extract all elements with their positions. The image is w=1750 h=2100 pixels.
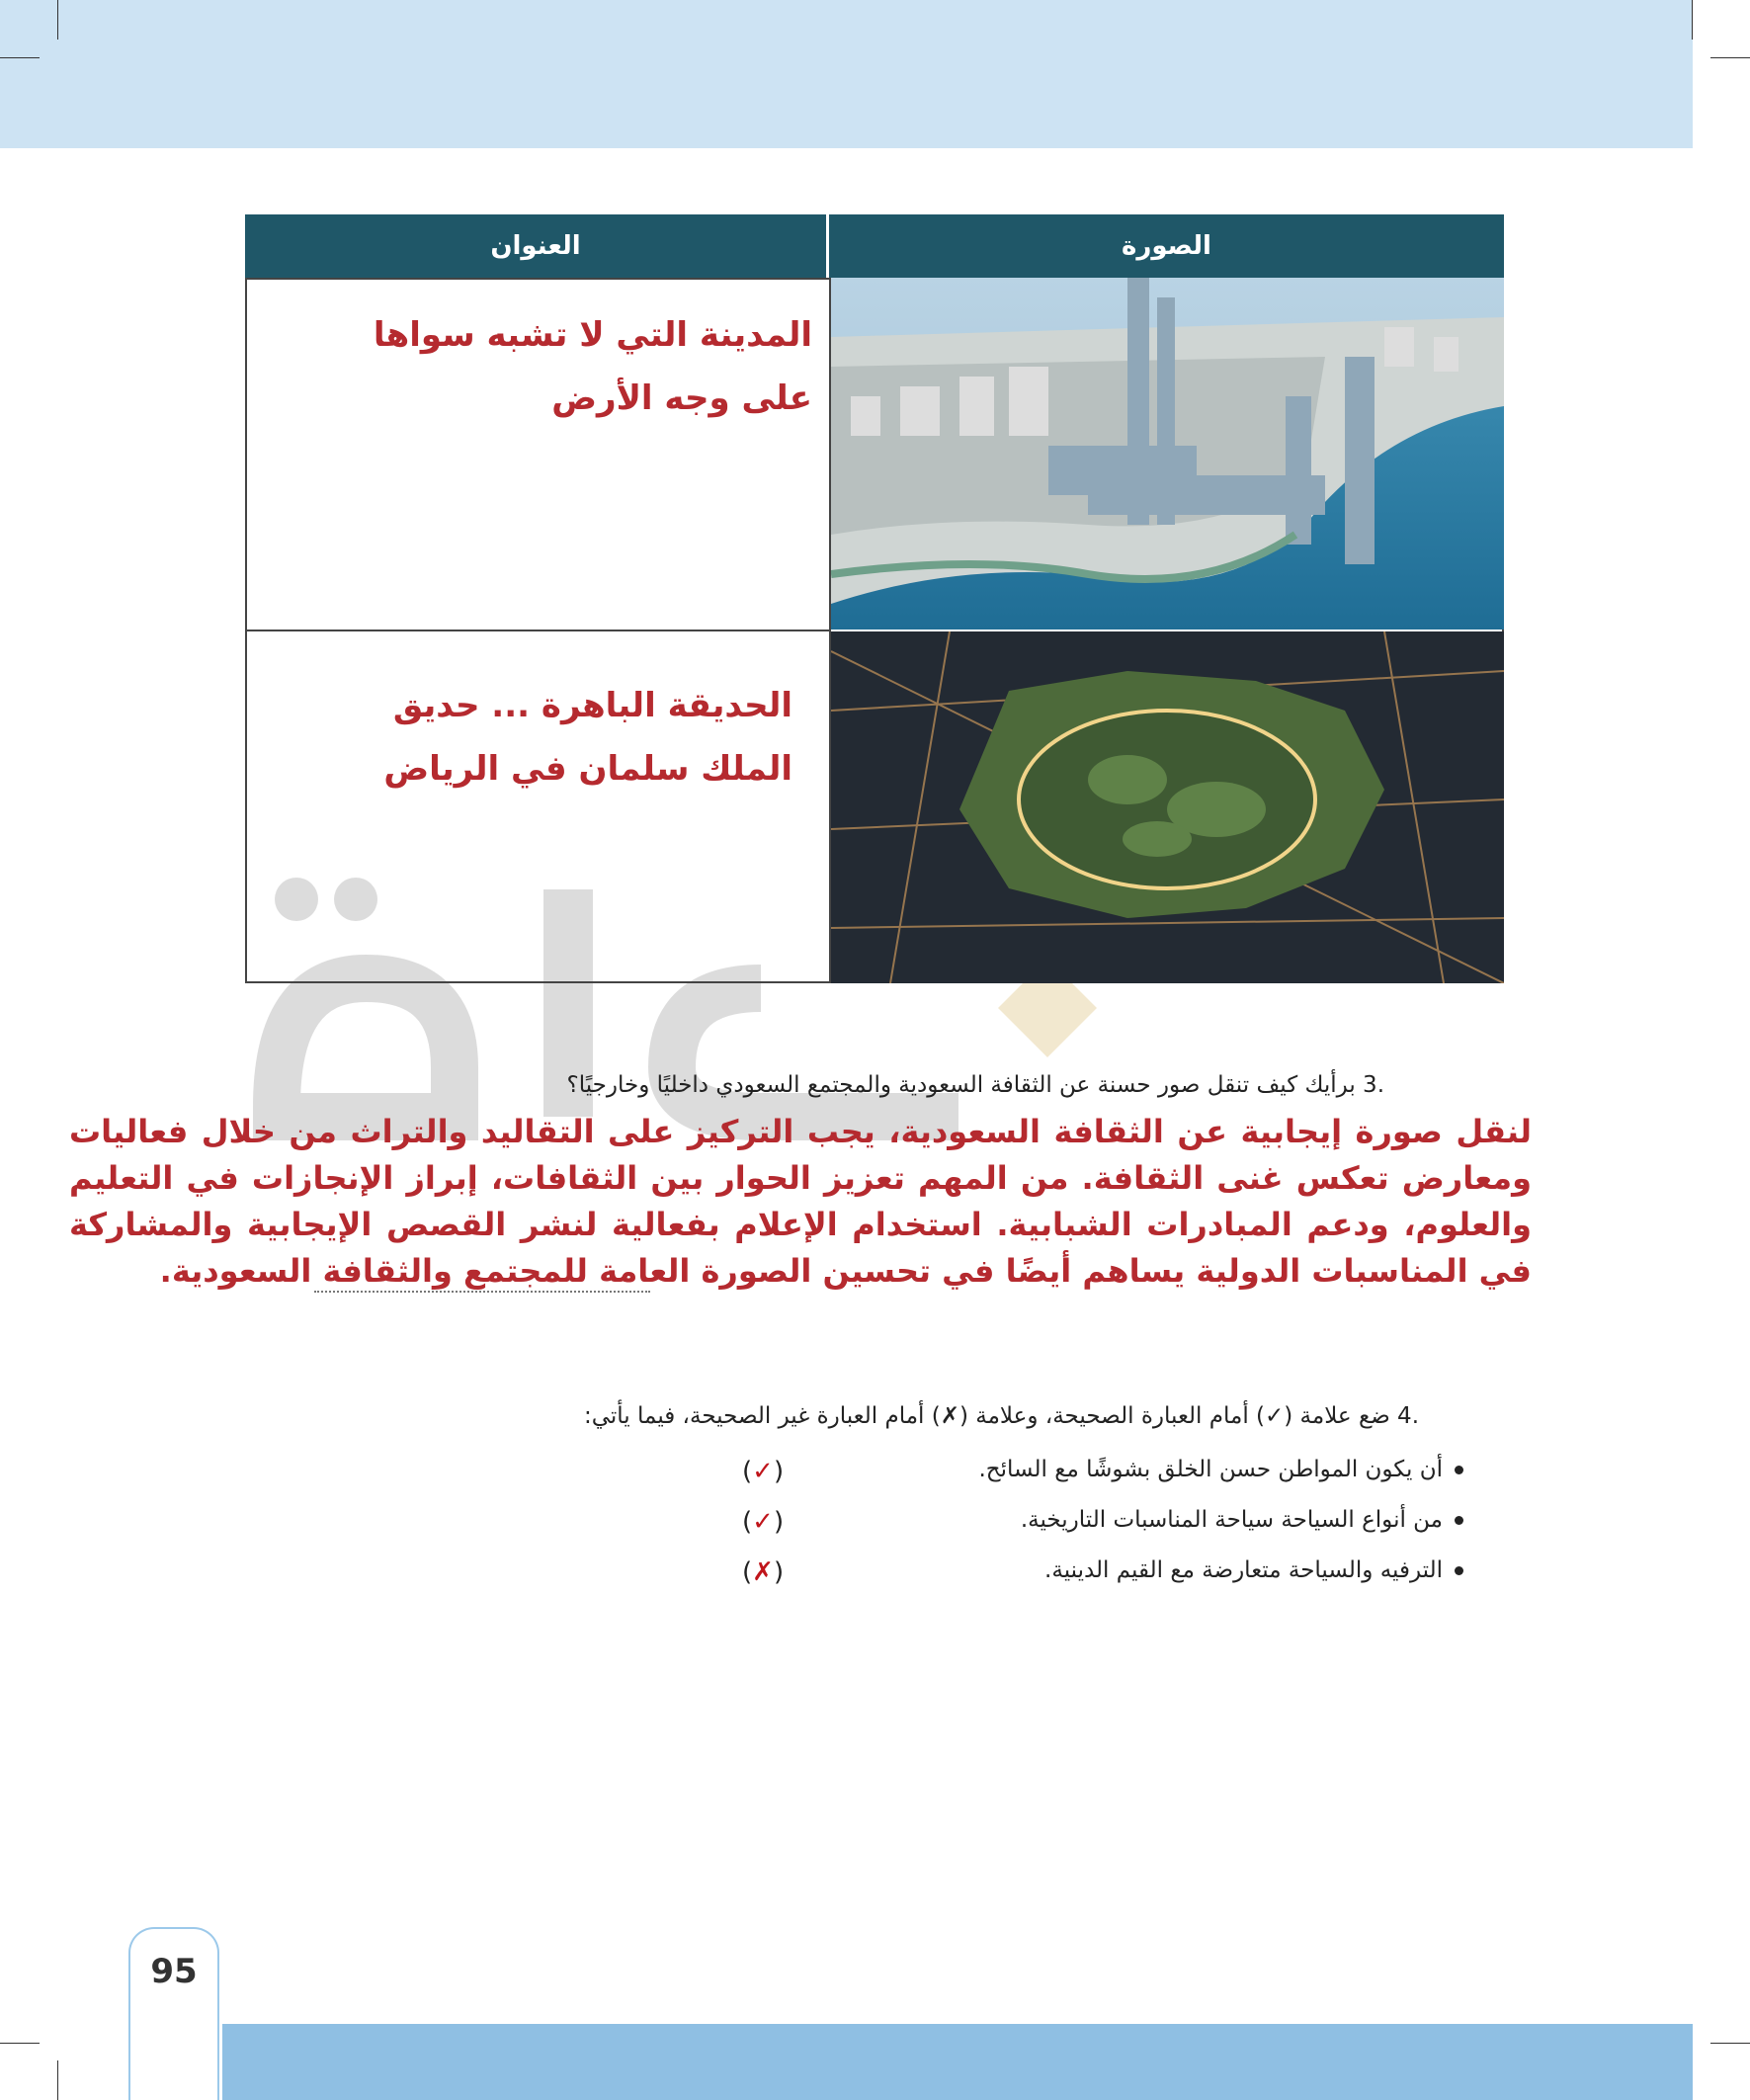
crop-mark [0, 57, 40, 58]
crop-mark [1710, 57, 1750, 58]
check-icon: ✓ [752, 1457, 774, 1486]
statement-1: أن يكون المواطن حسن الخلق بشوشًا مع السائح. [978, 1457, 1443, 1482]
table-row-1-title [338, 303, 812, 430]
list-item [673, 1457, 1463, 1496]
bottom-footer-band [222, 2024, 1693, 2100]
city-waterfront-image [831, 278, 1504, 630]
answer-mark-2: (✓) [742, 1507, 785, 1537]
statement-2: من أنواع السياحة سياحة المناسبات التاريخية. [1020, 1507, 1443, 1533]
row1-line2: على وجه الأرض [551, 378, 812, 418]
bullet-icon [1455, 1566, 1463, 1575]
header-title: العنوان [245, 214, 826, 278]
table-row-2-title [338, 674, 792, 800]
crop-mark [0, 2043, 40, 2044]
answer-mark-1: (✓) [742, 1457, 785, 1486]
crop-mark [1692, 0, 1693, 40]
crop-mark [57, 2060, 58, 2100]
top-header-band [0, 0, 1693, 148]
page-number: 95 [150, 1952, 198, 1991]
crop-mark [57, 0, 58, 40]
bullet-icon [1455, 1516, 1463, 1525]
crop-mark [1710, 2043, 1750, 2044]
statement-3: الترفيه والسياحة متعارضة مع القيم الدينية. [1044, 1557, 1443, 1583]
list-item [673, 1507, 1463, 1547]
answer-3: لنقل صورة إيجابية عن الثقافة السعودية، يجب التركيز على التقاليد والتراث من خلال فعاليات ومعارض تعكس غنى الثقافة. من المهم تعزيز الحوار بين الثقافات، إبراز الإنجازات في التعليم والعلوم، ودعم المبادرات الشبابية. استخدام الإعلام بفعالية لنشر القصص الإيجابية والمشاركة في المناسبات الدولية يساهم أيضًا في تحسين الصورة العامة للمجتمع والثقافة السعودية. [69, 1113, 1532, 1290]
row2-line2: الملك سلمان في الرياض [383, 749, 792, 789]
check-icon: ✓ [752, 1507, 774, 1537]
row-divider [245, 630, 831, 631]
row1-line1: المدينة التي لا تشبه سواها [373, 315, 812, 355]
data-table [245, 214, 1504, 983]
dotted-answer-line [314, 1291, 650, 1293]
answer-mark-3: (✗) [742, 1557, 785, 1587]
question-3: .3 برأيك كيف تنقل صور حسنة عن الثقافة السعودية والمجتمع السعودي داخليًا وخارجيًا؟ [566, 1072, 1384, 1098]
question-4: .4 ضع علامة (✓) أمام العبارة الصحيحة، وعلامة (✗) أمام العبارة غير الصحيحة، فيما يأتي: [583, 1403, 1419, 1429]
night-park-image [831, 631, 1504, 983]
list-item [673, 1557, 1463, 1597]
bullet-icon [1455, 1466, 1463, 1474]
header-image: الصورة [829, 214, 1504, 278]
row2-line1: الحديقة الباهرة ... حديق [392, 686, 792, 725]
cross-icon: ✗ [752, 1557, 774, 1587]
